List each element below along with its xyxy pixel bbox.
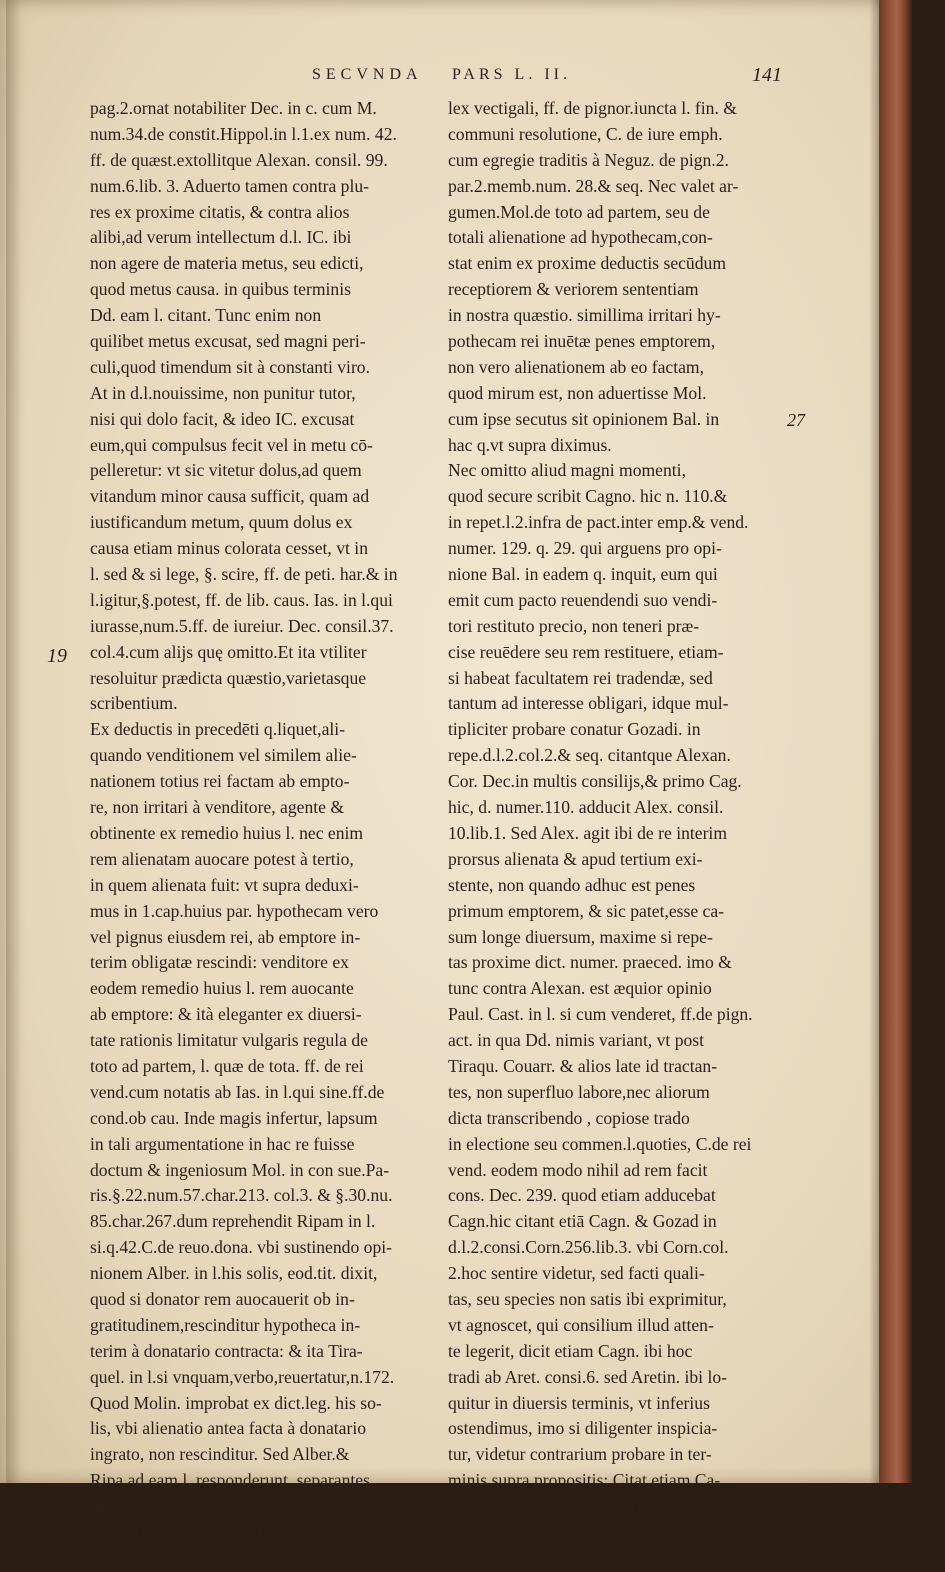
left-column-line: eum,qui compulsus fecit vel in metu cō- — [90, 434, 373, 455]
right-column-line: par.2.memb.num. 28.& seq. Nec valet ar- — [448, 175, 739, 196]
left-column-line: iurasse,num.5.ff. de iureiur. Dec. consil.37. — [90, 615, 394, 636]
right-column-line: Tiraqu. Couarr. & alios late id tractan- — [448, 1055, 718, 1076]
right-column-line: dicta transcribendo , copiose trado — [448, 1107, 690, 1128]
right-column-line: 10.lib.1. Sed Alex. agit ibi de re interim — [448, 822, 728, 843]
right-column-line: tradi ab Aret. consi.6. sed Aretin. ibi lo- — [448, 1366, 727, 1387]
right-column-line: tur, videtur contrarium probare in ter- — [448, 1444, 712, 1465]
left-column-line: 85.char.267.dum reprehendit Ripam in l. — [90, 1211, 376, 1232]
right-column-line: quod secure scribit Cagno. hic n. 110.& — [448, 486, 728, 507]
left-column-line: nationem totius rei factam ab empto- — [90, 771, 350, 792]
margin-number-19: 19 — [47, 645, 67, 667]
left-column-line: obtinente ex remedio huius l. nec enim — [90, 822, 364, 843]
margin-number-27: 27 — [787, 410, 805, 430]
right-text-column — [448, 96, 794, 1572]
right-column-line: vend. eodem modo nihil ad rem facit — [448, 1159, 708, 1180]
left-column-line: terim à donatario contracta: & ita Tira- — [90, 1340, 363, 1361]
right-column-line: primum emptorem, & sic patet,esse ca- — [448, 900, 725, 921]
book-cover-edge — [879, 0, 912, 1483]
left-column-line: ingrato, non rescinditur. Sed Alber.& — [90, 1444, 350, 1465]
left-column-line: nec male,si aduertas ad l. in quorum, & l. — [90, 1521, 381, 1542]
right-column-line: Paul. Cast. in l. si cum venderet, ff.de pign. — [448, 1004, 753, 1025]
right-column-line: Nec omitto aliud magni momenti, — [448, 460, 686, 481]
left-column-line: num.6.lib. 3. Aduerto tamen contra plu- — [90, 175, 369, 196]
right-column-line: Cagn.hic citant etiā Cagn. & Gozad in — [448, 1211, 717, 1232]
right-column-line: te legerit, dicit etiam Cagn. ibi hoc — [448, 1340, 693, 1361]
left-column-line: col.4.cum alijs quę omitto.Et ita vtiliter — [90, 641, 367, 662]
right-column-line: stat enim ex proxime deductis secūdum — [448, 253, 727, 274]
left-column-line: At in d.l.nouissime, non punitur tutor, — [90, 382, 356, 403]
left-column-line: vitandum minor causa sufficit, quam ad — [90, 486, 370, 507]
left-column-line: re, non irritari à venditore, agente & — [90, 797, 345, 818]
left-column-line: si.q.42.C.de reuo.dona. vbi sustinendo opi- — [90, 1237, 392, 1258]
right-column-line: receptiorem & veriorem sententiam — [448, 279, 699, 300]
page-edge-shade — [869, 0, 879, 1483]
left-column-line: ab emptore: & ità eleganter ex diuersi- — [90, 1004, 362, 1025]
right-column-line: cons. Dec. 239. quod etiam adducebat — [448, 1185, 716, 1206]
right-column-line: hac q.vt supra diximus. — [448, 434, 612, 455]
left-column-line: in quem alienata fuit: vt supra deduxi- — [90, 874, 359, 895]
left-column-line: in tali argumentatione in hac re fuisse — [90, 1133, 355, 1154]
left-column-line: Ex deductis in precedēti q.liquet,ali- — [90, 719, 346, 740]
running-head-right: PARS L. II. — [452, 66, 571, 83]
left-column-line: l.igitur,§.potest, ff. de lib. caus. Ias. in l.qui — [90, 589, 393, 610]
left-column-line: num.34.de constit.Hippol.in l.1.ex num. 42. — [90, 123, 397, 144]
page-number: 141 — [752, 64, 782, 86]
left-column-line: vel pignus eiusdem rei, ab emptore in- — [90, 926, 361, 947]
right-column-line: tori restituto precio, non teneri præ- — [448, 615, 700, 636]
right-column-line: pothecam rei inuētæ penes emptorem, — [448, 331, 716, 352]
left-column-line: eodem remedio huius l. rem auocante — [90, 978, 354, 999]
left-column-line: pelleretur: vt sic vitetur dolus,ad quem — [90, 460, 362, 481]
left-column-line: res ex proxime citatis, & contra alios — [90, 201, 350, 222]
left-column-line: mus in 1.cap.huius par. hypothecam vero — [90, 900, 379, 921]
right-column-line: act. in qua Dd. nimis variant, vt post — [448, 1030, 705, 1051]
right-column-line: cum egregie traditis à Neguz. de pign.2. — [448, 149, 729, 170]
left-column-line: ris.§.22.num.57.char.213. col.3. & §.30.nu. — [90, 1185, 393, 1206]
right-column-line: est, — [448, 1547, 472, 1568]
left-column-line: alibi,ad verum intellectum d.l. IC. ibi — [90, 227, 352, 248]
right-column-line: nione Bal. in eadem q. inquit, eum qui — [448, 564, 718, 585]
right-column-line: gno.Alex.consi.232.ad fi.lib.6.Sed Alexan- — [448, 1496, 749, 1517]
right-column-line: in nostra quæstio. simillima irritari hy- — [448, 305, 721, 326]
left-column-line: Quod Molin. improbat ex dict.leg. his so- — [90, 1392, 382, 1413]
right-column-line: tipliciter probare conatur Gozadi. in — [448, 719, 701, 740]
right-column-line: stente, non quando adhuc est penes — [448, 874, 696, 895]
left-column-line: nionem Alber. in l.his solis, eod.tit. dixit, — [90, 1263, 378, 1284]
right-column-line: vt agnoscet, qui consilium illud atten- — [448, 1314, 714, 1335]
left-column-line: nisi qui dolo facit, & ideo IC. excusat — [90, 408, 355, 429]
right-column-line: tantum ad interesse obligari, idque mul- — [448, 693, 729, 714]
right-column-line: der loquitur aperte, quando res alienata — [448, 1521, 723, 1542]
right-column-line: quod mirum est, non aduertisse Mol. — [448, 382, 707, 403]
left-column-line: causa etiam minus colorata cesset, vt in — [90, 538, 368, 559]
right-column-line: lex vectigali, ff. de pignor.iuncta l. fin. & — [448, 98, 737, 118]
left-column-line: terim obligatæ rescindi: venditore ex — [90, 952, 349, 973]
left-text-column — [90, 96, 440, 1546]
running-head — [0, 66, 912, 96]
left-column-line: ff. de quæst.extollitque Alexan. consil. 99. — [90, 149, 388, 170]
right-column-line: in electione seu commen.l.quoties, C.de rei — [448, 1133, 752, 1154]
right-column-line: gumen.Mol.de toto ad partem, seu de — [448, 201, 710, 222]
left-column-line: quilibet metus excusat, sed magni peri- — [90, 331, 366, 352]
left-column-line: quando venditionem vel similem alie- — [90, 745, 357, 766]
left-column-line: non agere de materia metus, seu edicti, — [90, 253, 364, 274]
right-column-line: sum longe diuersum, maxime si repe- — [448, 926, 713, 947]
left-column-line: culi,quod timendum sit à constanti viro. — [90, 356, 370, 377]
left-column-line: quel. in l.si vnquam,verbo,reuertatur,n.172. — [90, 1366, 395, 1387]
right-column-line: si habeat facultatem rei tradendæ, sed — [448, 667, 713, 688]
right-column-line: tunc contra Alexan. est æquior opinio — [448, 978, 712, 999]
left-column-line: doctum & ingeniosum Mol. in con sue.Pa- — [90, 1159, 390, 1180]
left-column-line: gratitudinem,rescinditur hypotheca in- — [90, 1314, 361, 1335]
right-column-line: tas, seu species non satis ibi exprimitur, — [448, 1288, 727, 1309]
right-column-line: emit cum pacto reuendendi suo vendi- — [448, 589, 718, 610]
left-column-line: vend.cum notatis ab Ias. in l.qui sine.ff.de — [90, 1081, 385, 1102]
left-column-line: quod metus causa. in quibus terminis — [90, 279, 351, 300]
left-column-line: Dd. eam l. citant. Tunc enim non — [90, 305, 322, 326]
left-column-line: quod si donator rem auocauerit ob in- — [90, 1288, 355, 1309]
right-column-line: cum ipse secutus sit opinionem Bal. in — [448, 408, 720, 429]
right-column-line: hic, d. numer.110. adducit Alex. consil. — [448, 797, 724, 818]
right-column-line: prorsus alienata & apud tertium exi- — [448, 848, 703, 869]
left-column-line: iustificandum metum, quum dolus ex — [90, 512, 353, 533]
right-column-line: tes, non superfluo labore,nec aliorum — [448, 1081, 710, 1102]
left-column-line: Ripa ad eam l. responderunt, separantes — [90, 1470, 370, 1491]
right-column-line: cise reuēdere seu rem restituere, etiam- — [448, 641, 724, 662]
right-column-line: Cor. Dec.in multis consilijs,& primo Cag. — [448, 771, 742, 792]
left-column-line: cond.ob cau. Inde magis infertur, lapsum — [90, 1107, 378, 1128]
right-column-line: 2.hoc sentire videtur, sed facti quali- — [448, 1263, 705, 1284]
left-column-line: rem alienatam auocare potest à tertio, — [90, 848, 354, 869]
right-column-line: tas proxime dict. numer. praeced. imo & — [448, 952, 732, 973]
right-column-line: repe.d.l.2.col.2.& seq. citantque Alexan. — [448, 745, 731, 766]
left-column-line: lis, vbi alienatio antea facta à donatario — [90, 1418, 367, 1439]
running-head-left: SECVNDA — [312, 66, 423, 83]
right-column-line: totali alienatione ad hypothecam,con- — [448, 227, 713, 248]
right-column-line: numer. 129. q. 29. qui arguens pro opi- — [448, 538, 722, 559]
left-column-line: l. sed & si lege, §. scire, ff. de peti. har.& in — [90, 564, 398, 585]
right-column-line: quitur in diuersis terminis, vt inferius — [448, 1392, 710, 1413]
left-column-line: in hoc hypothecam à tali alienatione: — [90, 1496, 350, 1517]
left-column-line: scribentium. — [90, 693, 178, 714]
left-column-line: toto ad partem, l. quæ de tota. ff. de rei — [90, 1055, 364, 1076]
right-column-line: non vero alienationem ab eo factam, — [448, 356, 704, 377]
right-column-line: minis supra propositis: Citat etiam Ca- — [448, 1470, 721, 1491]
left-column-line: tate rationis limitatur vulgaris regula de — [90, 1030, 368, 1051]
right-column-line: ostendimus, imo si diligenter inspicia- — [448, 1418, 718, 1439]
gutter-shadow — [6, 0, 22, 1483]
right-column-line: d.l.2.consi.Corn.256.lib.3. vbi Corn.col. — [448, 1237, 729, 1258]
left-column-line: pag.2.ornat notabiliter Dec. in c. cum M. — [90, 98, 377, 118]
right-column-line: in repet.l.2.infra de pact.inter emp.& vend. — [448, 512, 749, 533]
left-column-line: resoluitur prædicta quæstio,varietasque — [90, 667, 367, 688]
right-column-line: communi resolutione, C. de iure emph. — [448, 123, 723, 144]
